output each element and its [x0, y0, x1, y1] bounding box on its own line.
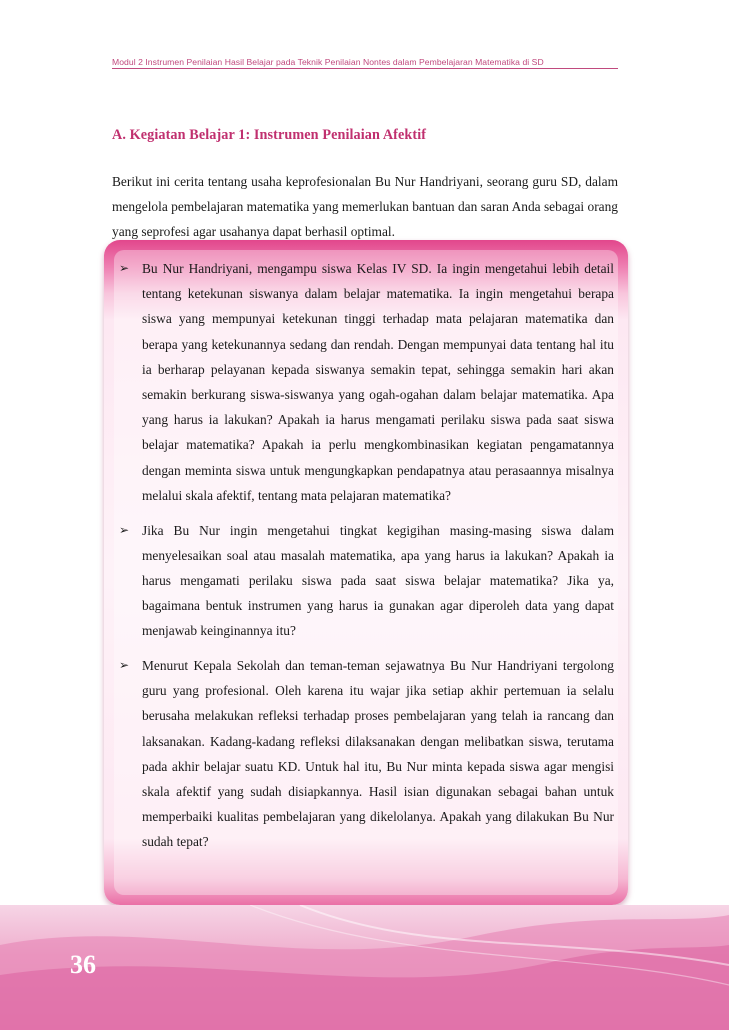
case-study-list	[118, 256, 614, 864]
arrow-bullet-icon: ➢	[119, 261, 130, 275]
page-number: 36	[70, 950, 96, 979]
arrow-bullet-icon: ➢	[119, 658, 130, 673]
list-item	[118, 256, 614, 508]
running-header: Modul 2 Instrumen Penilaian Hasil Belajar pada Teknik Penilaian Nontes dalam Pembelajaran Matematika di SD	[112, 57, 544, 67]
list-item	[118, 518, 614, 644]
list-item-text: Menurut Kepala Sekolah dan teman-teman sejawatnya Bu Nur Handriyani tergolong guru yang profesional. Oleh karena itu wajar jika setiap akhir pertemuan ia selalu berusaha melakukan refleksi terhadap proses pembelajaran yang telah ia rancang dan laksanakan. Kadang-kadang refleksi dilaksanakan dengan melibatkan siswa, terutama pada akhir belajar suatu KD. Untuk hal itu, Bu Nur minta kepada siswa agar mengisi skala afektif yang sudah disiapkannya. Hasil isian digunakan sebagai bahan untuk memperbaiki kualitas pembelajaran yang dikelolanya. Apakah yang dilakukan Bu Nur sudah tepat?	[142, 658, 614, 850]
section-title: A. Kegiatan Belajar 1: Instrumen Penilaian Afektif	[112, 127, 427, 143]
list-item-text: Bu Nur Handriyani, mengampu siswa Kelas IV SD. Ia ingin mengetahui lebih detail tentang ketekunan siswanya dalam belajar matematika. Ia ingin mengetahui berapa siswa yang mempunyai ketekunan tinggi terhadap mata pelajaran matematika dan berapa yang ketekunannya sedang dan rendah. Dengan mempunyai data tentang hal itu ia berharap pelayanan kepada siswanya semakin tepat, sehingga semakin hari akan semakin berkurang siswa-siswanya yang ogah-ogahan dalam belajar matematika. Apa yang harus ia lakukan? Apakah ia harus mengamati perilaku siswa pada saat siswa belajar matematika? Apakah ia perlu mengkombinasikan kegiatan pengamatannya dengan meminta siswa untuk mengungkapkan pendapatnya atau perasaannya misalnya melalui skala afektif, tentang mata pelajaran matematika?	[142, 261, 614, 503]
footer-decoration	[0, 905, 729, 1030]
list-item-text: Jika Bu Nur ingin mengetahui tingkat kegigihan masing-masing siswa dalam menyelesaikan soal atau masalah matematika, apa yang harus ia lakukan? Apakah ia harus mengamati perilaku siswa pada saat siswa belajar matematika? Jika ya, bagaimana bentuk instrumen yang harus ia gunakan agar diperoleh data yang dapat menjawab keinginannya itu?	[142, 522, 614, 639]
list-item	[118, 653, 614, 855]
footer-swoosh	[0, 905, 729, 1030]
header-rule	[112, 68, 618, 69]
arrow-bullet-icon: ➢	[119, 522, 130, 537]
intro-paragraph: Berikut ini cerita tentang usaha keprofesionalan Bu Nur Handriyani, seorang guru SD, dalam mengelola pembelajaran matematika yang memerlukan bantuan dan saran Anda sebagai orang yang seprofesi agar usahanya dapat berhasil optimal.	[112, 174, 618, 239]
